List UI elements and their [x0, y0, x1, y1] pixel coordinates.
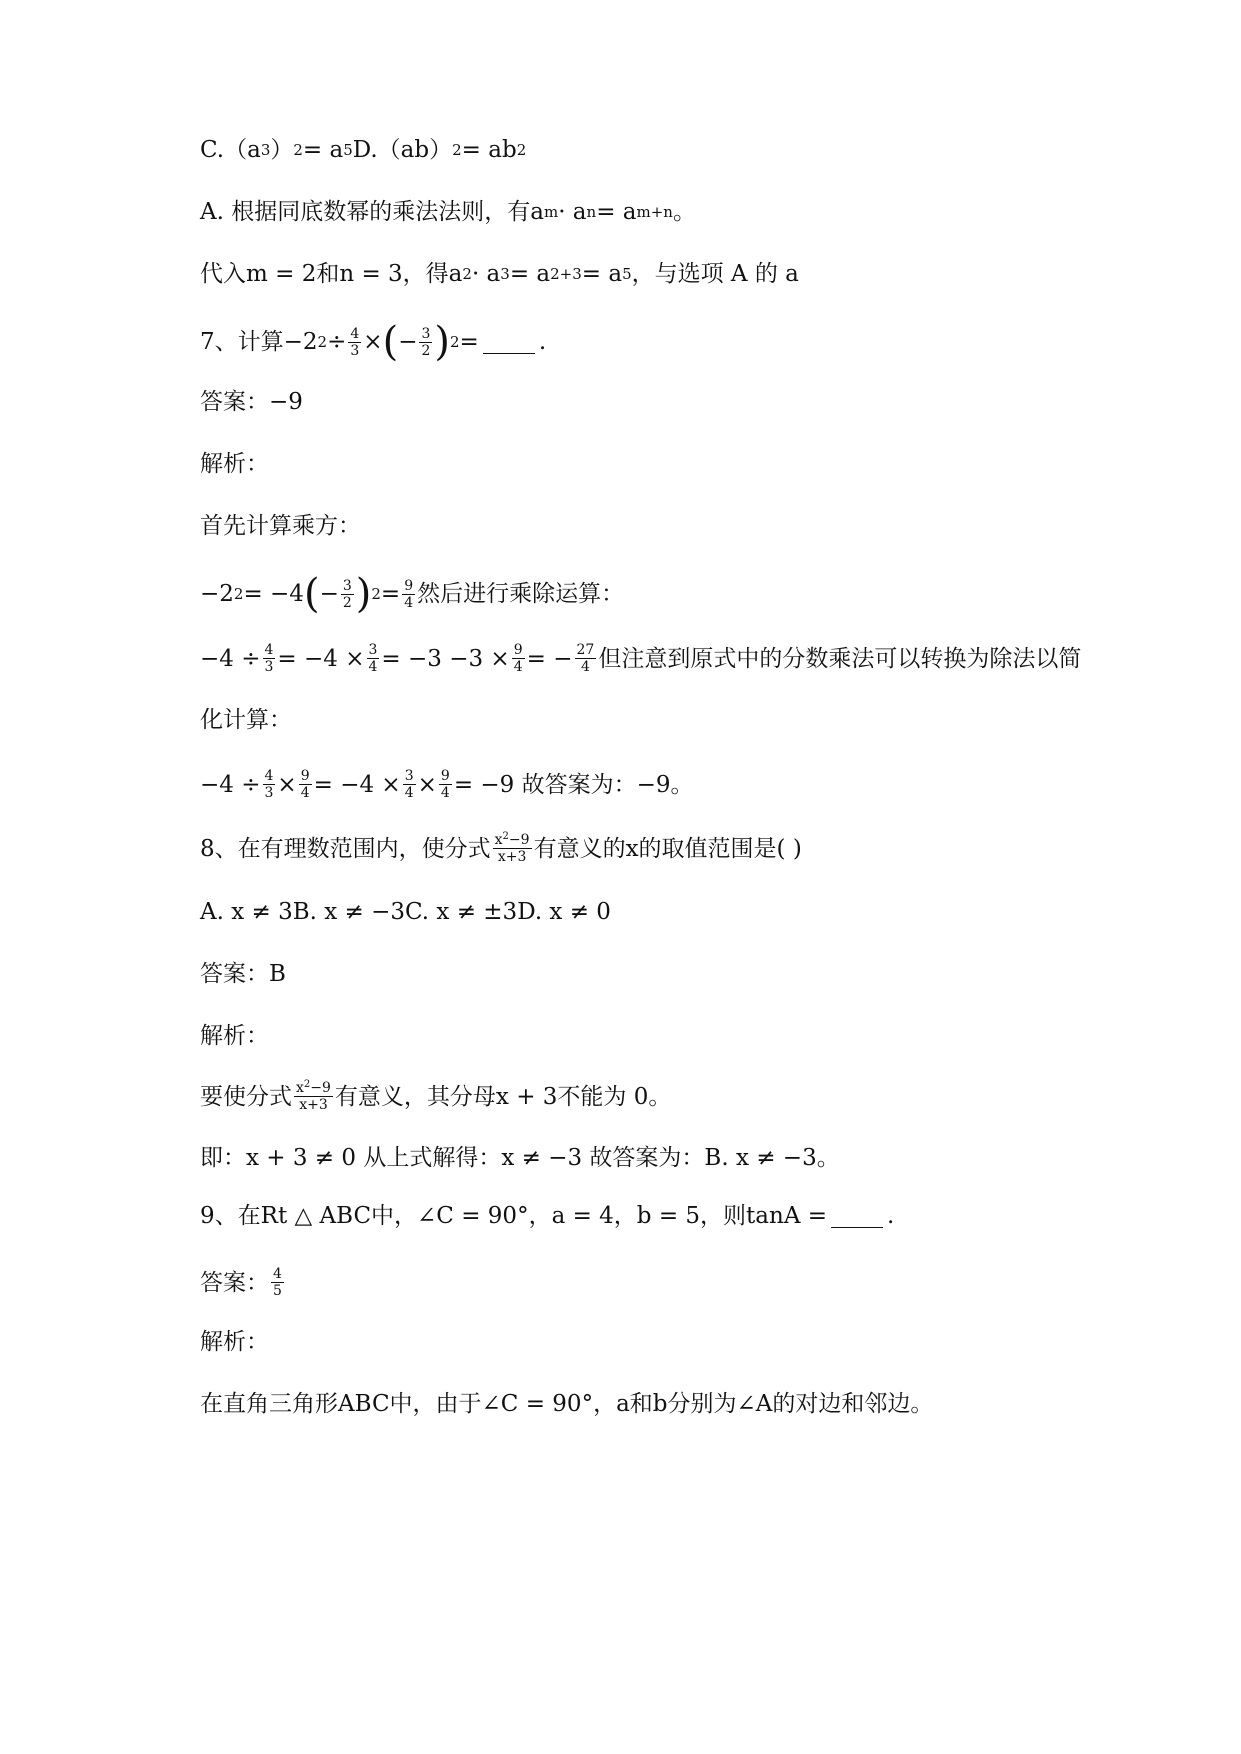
step-power-heading: 首先计算乘方： [200, 513, 361, 539]
fraction: $\frac{27}{4}$ [576, 642, 595, 675]
answer-9: 答案： $\frac{4}{5}$ [200, 1266, 282, 1299]
step-multiply-line: −4 ÷ $\frac{4}{3}$ = −4 × $\frac{3}{4}$ = −3 −3 × $\frac{9}{4}$ = − $\frac{27}{4}$ 但注意到原式中的分数乘法可以转换为除法以简 [200, 642, 1082, 675]
fraction: $\frac{4}{3}$ [350, 325, 360, 359]
answer-blank [483, 331, 535, 354]
parenthesized-fraction: ( − $\frac{3}{2}$ ) [382, 319, 450, 365]
analysis-label-8: 解析： [200, 1023, 269, 1049]
fraction: $\frac{4}{3}$ [264, 768, 274, 801]
analysis-label-9: 解析： [200, 1329, 269, 1355]
analysis-9-line1: 在直角三角形ABC中，由于∠C = 90°，a和b分别为∠A的对边和邻边。 [200, 1391, 934, 1417]
fraction: $\frac{9}{4}$ [440, 768, 450, 801]
step-simplify-line: −4 ÷ $\frac{4}{3}$ × $\frac{9}{4}$ = −4 × $\frac{3}{4}$ × $\frac{9}{4}$ = −9 故答案为：−9。 [200, 768, 694, 801]
step-simplify-heading: 化计算： [200, 707, 292, 733]
answer-8: 答案：B [200, 961, 286, 987]
options-8: A. x ≠ 3B. x ≠ −3C. x ≠ ±3D. x ≠ 0 [200, 899, 611, 925]
explanation-rule-line: A. 根据同底数幂的乘法法则，有a m · a n = a m+n 。 [200, 199, 696, 225]
fraction: $\frac{4}{3}$ [264, 642, 274, 675]
analysis-label-7: 解析： [200, 451, 269, 477]
question-8: 8、在有理数范围内，使分式 $\frac{x^2-9}{x+3}$ 有意义的x的取值范围是( ) [200, 831, 802, 865]
fraction: $\frac{x^2-9}{x+3}$ [296, 1079, 331, 1113]
fraction: $\frac{3}{4}$ [368, 642, 378, 675]
analysis-8-line1: 要使分式 $\frac{x^2-9}{x+3}$ 有意义，其分母x + 3不能为 0。 [200, 1079, 672, 1113]
fraction: $\frac{9}{4}$ [300, 768, 310, 801]
analysis-8-line2: 即：x + 3 ≠ 0 从上式解得：x ≠ −3 故答案为：B. x ≠ −3。 [200, 1145, 840, 1171]
fraction: $\frac{3}{4}$ [404, 768, 414, 801]
fraction: $\frac{9}{4}$ [404, 577, 414, 611]
question-9: 9、在Rt △ ABC中，∠C = 90°，a = 4，b = 5，则tanA = . [200, 1203, 895, 1229]
parenthesized-fraction: ( − $\frac{3}{2}$ ) [303, 571, 372, 617]
fraction: $\frac{9}{4}$ [513, 642, 523, 675]
step-power-line: −2 2 = −4 ( − $\frac{3}{2}$ ) 2 = $\frac{9}{4}$ 然后进行乘除运算： [200, 571, 625, 617]
option-c-d-line: C.（a 3 ） 2 = a 5 D.（ab） 2 = ab 2 [200, 137, 527, 163]
fraction: $\frac{x^2-9}{x+3}$ [494, 831, 530, 865]
explanation-substitution-line: 代入m = 2和n = 3，得a 2 · a 3 = a 2+3 = a 5 ，与选项 A 的 a [200, 261, 799, 287]
answer-7: 答案：−9 [200, 389, 303, 415]
answer-blank [831, 1205, 883, 1228]
fraction: $\frac{4}{5}$ [273, 1266, 282, 1299]
question-7: 7、计算−2 2 ÷ $\frac{4}{3}$ × ( − $\frac{3}{2}$ ) 2 = . [200, 319, 547, 365]
